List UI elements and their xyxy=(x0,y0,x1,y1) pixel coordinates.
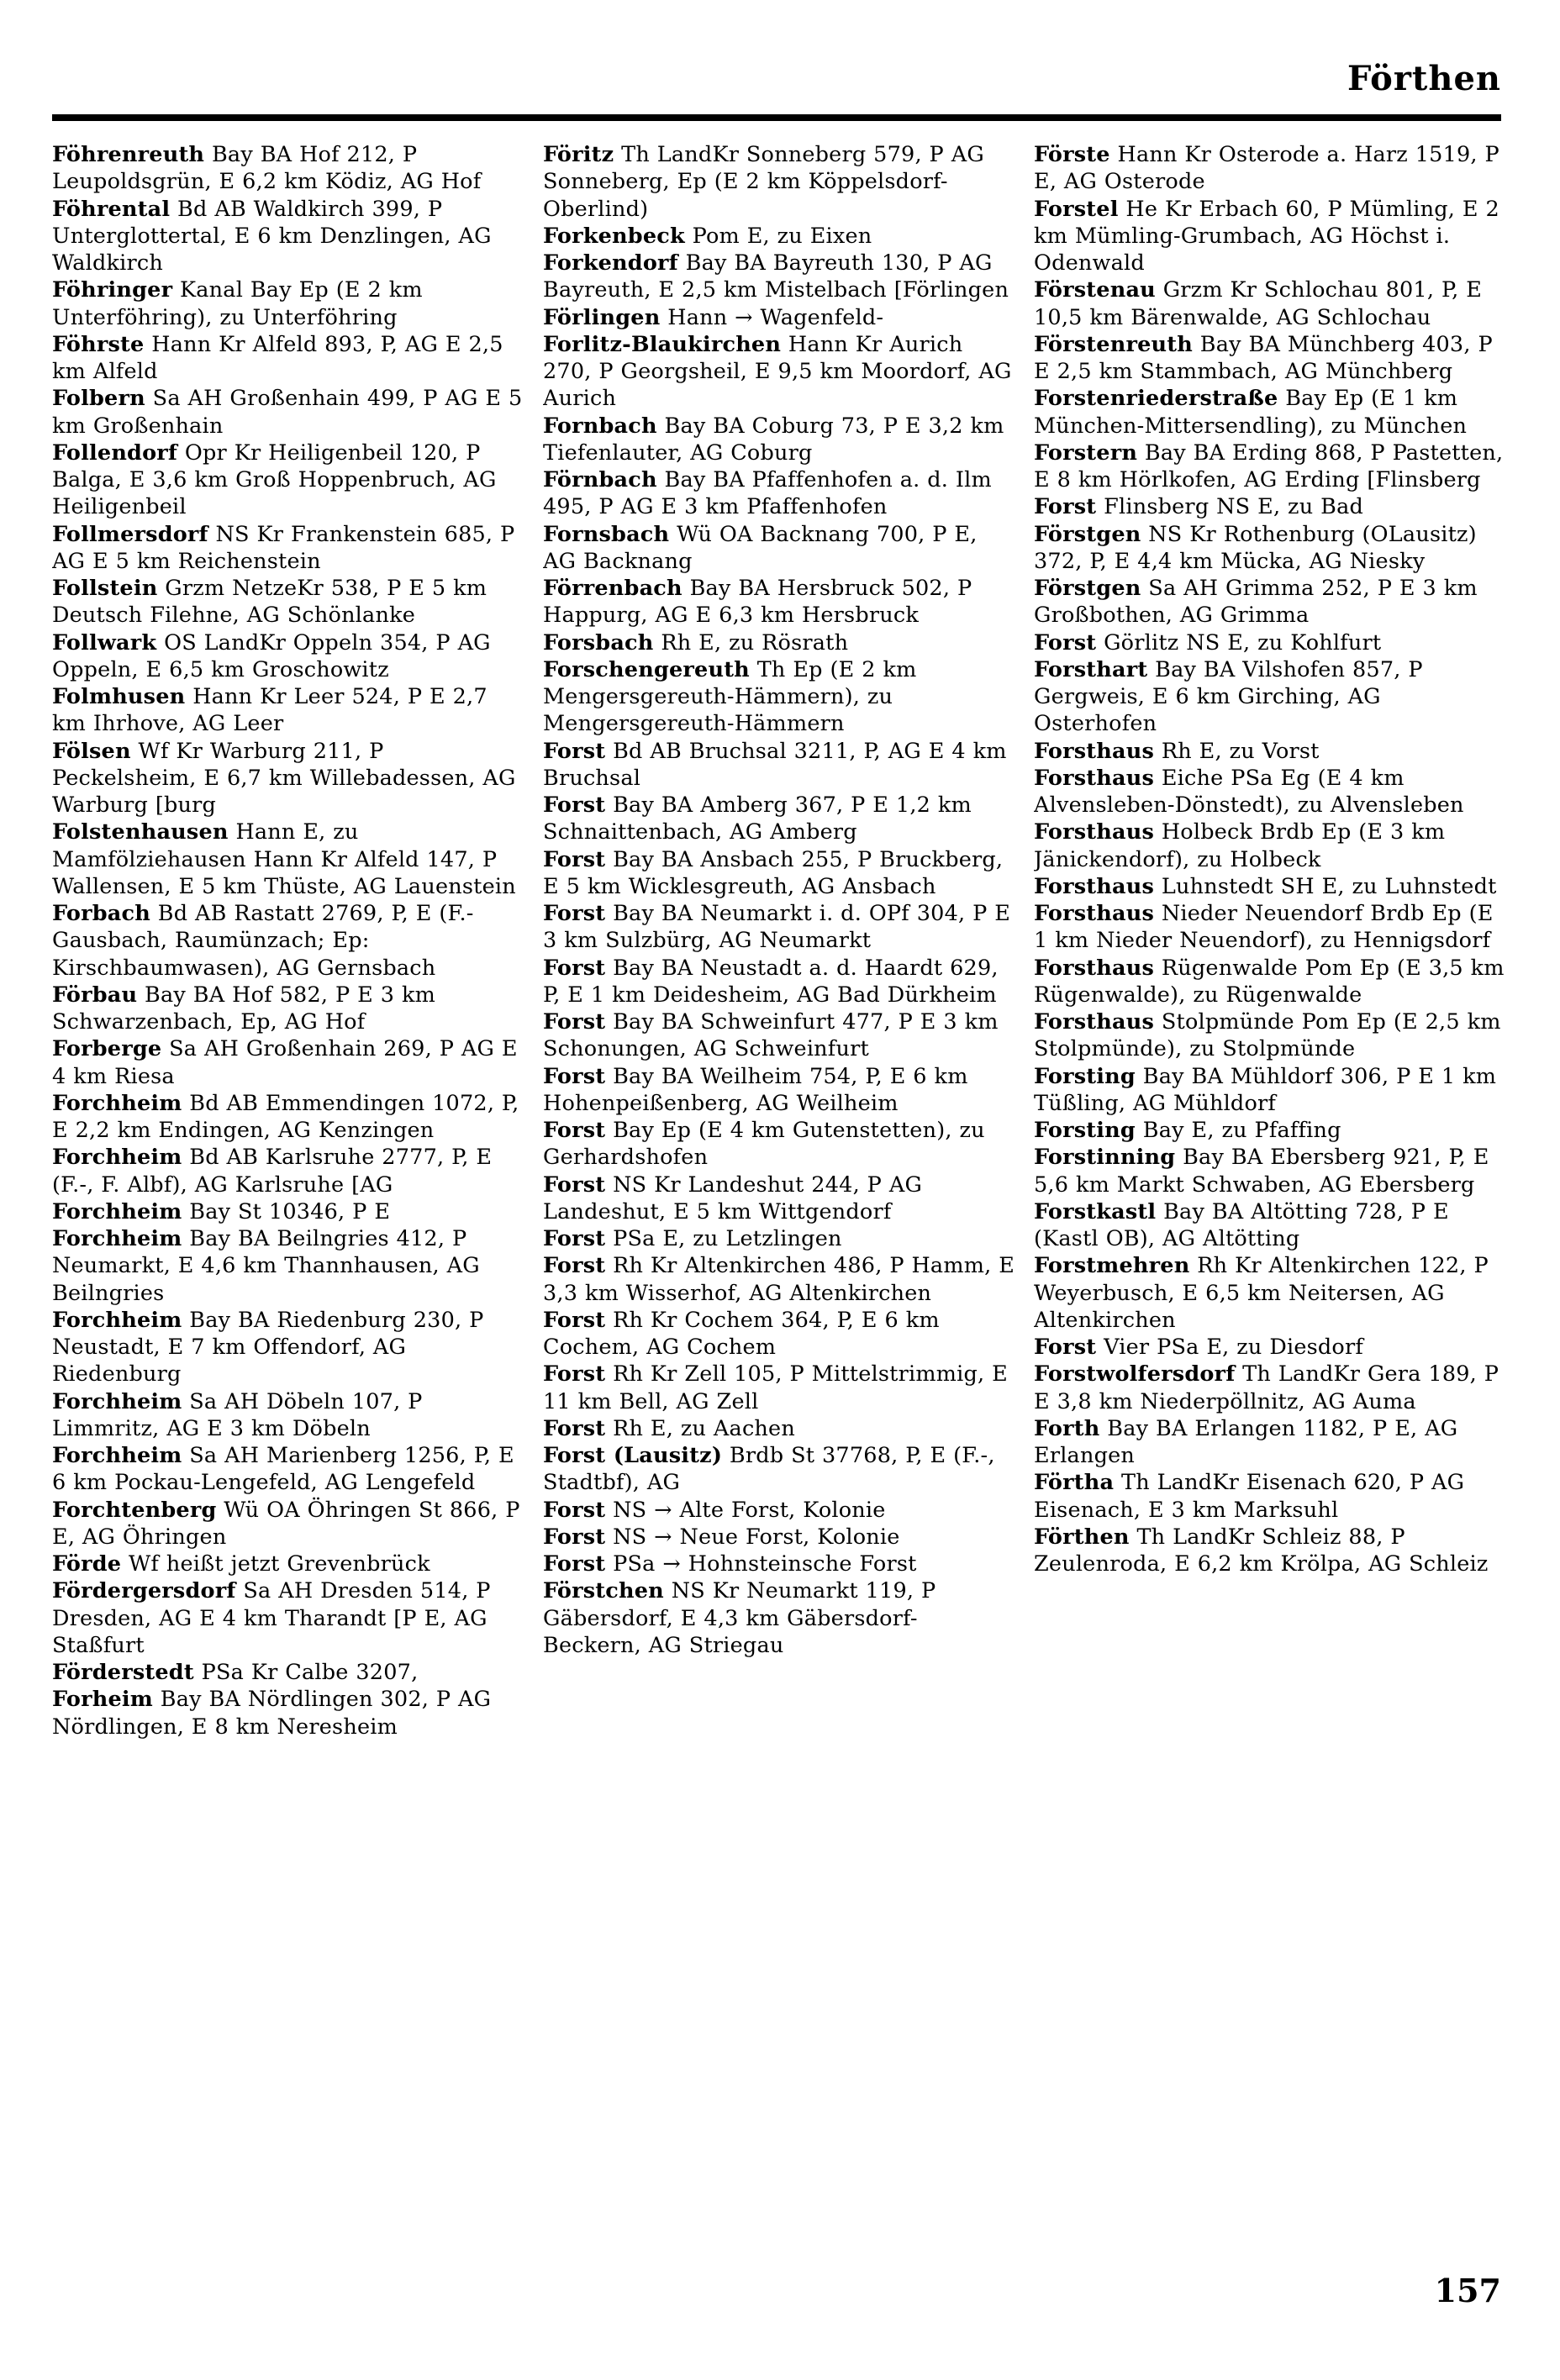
entry-headword: Forberge xyxy=(52,1036,162,1062)
entry-headword: Forstern xyxy=(1034,440,1138,466)
entry-headword: Follmersdorf xyxy=(52,521,208,547)
entry-headword: Forschengereuth xyxy=(543,656,750,682)
page-number: 157 xyxy=(1434,2272,1501,2309)
entry-headword: Forchheim xyxy=(52,1090,182,1116)
entry-headword: Forstel xyxy=(1034,196,1119,222)
entry-headword: Forst xyxy=(543,1009,606,1035)
dictionary-entry: Förtha Th LandKr Eisenach 620, P AG Eisenach, E 3 km Marksuhl xyxy=(1034,1470,1465,1523)
dictionary-entry: Forst Bay BA Amberg 367, P E 1,2 km Schnaittenbach, AG Amberg xyxy=(543,792,972,845)
entry-headword: Forst xyxy=(543,846,606,872)
column-middle xyxy=(543,141,1015,2259)
entry-headword: Folstenhausen xyxy=(52,819,229,845)
entry-headword: Forst xyxy=(543,1118,606,1143)
dictionary-entry: Forst NS Kr Landeshut 244, P AG Landeshut, E 5 km Wittgendorf xyxy=(543,1172,923,1224)
dictionary-entry: Forbach Bd AB Rastatt 2769, P, E (F.-Gausbach, Raumünzach; Ep: Kirschbaumwasen), AG Gernsbach xyxy=(52,901,474,981)
dictionary-entry: Förbau Bay BA Hof 582, P E 3 km Schwarzenbach, Ep, AG Hof xyxy=(52,982,436,1035)
dictionary-entry: Forchheim Sa AH Marienberg 1256, P, E 6 km Pockau-Lengefeld, AG Lengefeld xyxy=(52,1443,514,1496)
dictionary-entry: Forst Bay BA Neustadt a. d. Haardt 629, P, E 1 km Deidesheim, AG Bad Dürkheim xyxy=(543,955,999,1008)
entry-headword: Föhrste xyxy=(52,331,145,357)
dictionary-entry: Forst Bay Ep (E 4 km Gutenstetten), zu Gerhardshofen xyxy=(543,1118,985,1171)
dictionary-entry: Föhrste Hann Kr Alfeld 893, P, AG E 2,5 km Alfeld xyxy=(52,331,503,384)
entry-headword: Forst xyxy=(543,1172,606,1198)
dictionary-entry: Forsthaus Rh E, zu Vorst xyxy=(1034,738,1320,764)
dictionary-entry: Forchheim Bay BA Riedenburg 230, P Neustadt, E 7 km Offendorf, AG Riedenburg xyxy=(52,1307,484,1387)
entry-headword: Folmhusen xyxy=(52,684,186,709)
dictionary-entry: Forchtenberg Wü OA Öhringen St 866, P E, AG Öhringen xyxy=(52,1497,520,1550)
dictionary-entry: Forsbach Rh E, zu Rösrath xyxy=(543,629,849,656)
entry-headword: Förde xyxy=(52,1551,122,1577)
entry-headword: Forsting xyxy=(1034,1118,1136,1143)
entry-headword: Forkendorf xyxy=(543,250,678,276)
entry-headword: Forst xyxy=(543,955,606,981)
dictionary-entry: Forstmehren Rh Kr Altenkirchen 122, P Weyerbusch, E 6,5 km Neitersen, AG Altenkirchen xyxy=(1034,1253,1489,1333)
entry-headword: Forstmehren xyxy=(1034,1253,1190,1279)
entry-headword: Follendorf xyxy=(52,440,178,466)
entry-headword: Forst xyxy=(543,1415,606,1441)
entry-headword: Förstenreuth xyxy=(1034,331,1193,357)
entry-headword: Förthen xyxy=(1034,1524,1130,1550)
entry-headword: Forsthart xyxy=(1034,656,1148,682)
entry-headword: Forkenbeck xyxy=(543,223,685,249)
entry-headword: Forst xyxy=(1034,1335,1097,1360)
dictionary-entry: Forsthaus Rügenwalde Pom Ep (E 3,5 km Rügenwalde), zu Rügenwalde xyxy=(1034,955,1505,1008)
dictionary-entry: Forst Bay BA Weilheim 754, P, E 6 km Hohenpeißenberg, AG Weilheim xyxy=(543,1063,968,1116)
entry-headword: Fölsen xyxy=(52,738,131,764)
entry-headword: Forstenriederstraße xyxy=(1034,386,1278,412)
entry-headword: Forst xyxy=(543,792,606,818)
dictionary-entry: Forsthaus Eiche PSa Eg (E 4 km Alvensleben-Dönstedt), zu Alvensleben xyxy=(1034,765,1464,818)
entry-headword: Fornsbach xyxy=(543,521,670,547)
dictionary-entry: Forsting Bay E, zu Pfaffing xyxy=(1034,1118,1341,1143)
entry-headword: Föritz xyxy=(543,142,614,167)
dictionary-entry: Folbern Sa AH Großenhain 499, P AG E 5 km Großenhain xyxy=(52,386,523,439)
entry-headword: Forbach xyxy=(52,901,150,926)
entry-headword: Forstinning xyxy=(1034,1145,1176,1171)
dictionary-entry: Forstel He Kr Erbach 60, P Mümling, E 2 km Mümling-Grumbach, AG Höchst i. Odenwald xyxy=(1034,196,1499,276)
dictionary-entry: Fördergersdorf Sa AH Dresden 514, P Dresden, AG E 4 km Tharandt [P E, AG Staßfurt xyxy=(52,1578,491,1658)
dictionary-entry: Forst (Lausitz) Brdb St 37768, P, E (F.-, Stadtbf), AG xyxy=(543,1443,995,1496)
entry-headword: Förste xyxy=(1034,142,1110,167)
dictionary-entry: Föritz Th LandKr Sonneberg 579, P AG Sonneberg, Ep (E 2 km Köppelsdorf-Oberlind) xyxy=(543,142,984,222)
dictionary-entry: Forst Rh Kr Altenkirchen 486, P Hamm, E 3,3 km Wisserhof, AG Altenkirchen xyxy=(543,1253,1015,1306)
dictionary-entry: Forheim Bay BA Nördlingen 302, P AG Nördlingen, E 8 km Neresheim xyxy=(52,1687,492,1740)
dictionary-entry: Forst NS → Neue Forst, Kolonie xyxy=(543,1524,900,1550)
entry-headword: Follwark xyxy=(52,629,157,656)
entry-headword: Förrenbach xyxy=(543,576,682,601)
dictionary-entry: Forkenbeck Pom E, zu Eixen xyxy=(543,223,872,249)
dictionary-entry: Forst Bd AB Bruchsal 3211, P, AG E 4 km Bruchsal xyxy=(543,738,1007,791)
entry-headword: Forchheim xyxy=(52,1388,182,1414)
entry-headword: Forsthaus xyxy=(1034,901,1155,926)
dictionary-entry: Fornsbach Wü OA Backnang 700, P E, AG Backnang xyxy=(543,521,978,574)
dictionary-entry: Förstchen NS Kr Neumarkt 119, P Gäbersdorf, E 4,3 km Gäbersdorf-Beckern, AG Striegau xyxy=(543,1578,936,1658)
dictionary-entry: Forkendorf Bay BA Bayreuth 130, P AG Bayreuth, E 2,5 km Mistelbach [Förlingen xyxy=(543,250,1009,303)
dictionary-entry: Forst PSa → Hohnsteinsche Forst xyxy=(543,1551,917,1577)
dictionary-entry: Forchheim Sa AH Döbeln 107, P Limmritz, AG E 3 km Döbeln xyxy=(52,1388,423,1441)
dictionary-entry: Follmersdorf NS Kr Frankenstein 685, P AG E 5 km Reichenstein xyxy=(52,521,515,574)
dictionary-entry: Folstenhausen Hann E, zu Mamfölziehausen Hann Kr Alfeld 147, P Wallensen, E 5 km Thüste, AG Lauenstein xyxy=(52,819,516,899)
dictionary-entry: Forth Bay BA Erlangen 1182, P E, AG Erlangen xyxy=(1034,1415,1458,1468)
dictionary-entry: Förste Hann Kr Osterode a. Harz 1519, P E, AG Osterode xyxy=(1034,142,1499,195)
dictionary-entry: Forsthaus Luhnstedt SH E, zu Luhnstedt xyxy=(1034,873,1497,899)
dictionary-entry: Forsthaus Holbeck Brdb Ep (E 3 km Jänickendorf), zu Holbeck xyxy=(1034,819,1446,872)
entry-headword: Forsbach xyxy=(543,629,654,656)
entry-headword: Forst (Lausitz) xyxy=(543,1443,723,1468)
dictionary-entry: Forberge Sa AH Großenhain 269, P AG E 4 km Riesa xyxy=(52,1036,518,1089)
dictionary-entry: Forstinning Bay BA Ebersberg 921, P, E 5,6 km Markt Schwaben, AG Ebersberg xyxy=(1034,1145,1489,1198)
dictionary-entry: Förrenbach Bay BA Hersbruck 502, P Happurg, AG E 6,3 km Hersbruck xyxy=(543,576,972,629)
entry-headword: Forchtenberg xyxy=(52,1497,217,1523)
dictionary-entry: Förstgen NS Kr Rothenburg (OLausitz) 372, P, E 4,4 km Mücka, AG Niesky xyxy=(1034,521,1477,574)
entry-headword: Föhrenreuth xyxy=(52,142,205,167)
dictionary-entry: Forsthaus Nieder Neuendorf Brdb Ep (E 1 km Nieder Neuendorf), zu Hennigsdorf xyxy=(1034,901,1494,954)
entry-headword: Forsthaus xyxy=(1034,1009,1155,1035)
dictionary-entry: Forst Flinsberg NS E, zu Bad xyxy=(1034,494,1363,520)
entry-headword: Forst xyxy=(543,1497,606,1523)
dictionary-entry: Forst Rh E, zu Aachen xyxy=(543,1415,795,1441)
entry-headword: Forsthaus xyxy=(1034,819,1155,845)
entry-headword: Forchheim xyxy=(52,1226,182,1251)
entry-headword: Forchheim xyxy=(52,1307,182,1333)
page-header xyxy=(50,59,1501,118)
dictionary-entry: Forst Rh Kr Zell 105, P Mittelstrimmig, E 11 km Bell, AG Zell xyxy=(543,1361,1008,1414)
entry-headword: Fornbach xyxy=(543,413,657,439)
entry-headword: Forst xyxy=(543,1307,606,1333)
entry-headword: Förlingen xyxy=(543,304,661,330)
dictionary-entry: Forstwolfersdorf Th LandKr Gera 189, P E 3,8 km Niederpöllnitz, AG Auma xyxy=(1034,1361,1499,1414)
column-right xyxy=(1034,141,1506,2259)
dictionary-entry: Forst Görlitz NS E, zu Kohlfurt xyxy=(1034,629,1382,656)
dictionary-entry: Follendorf Opr Kr Heiligenbeil 120, P Balga, E 3,6 km Groß Hoppenbruch, AG Heiligenbeil xyxy=(52,440,497,520)
entry-headword: Förbau xyxy=(52,982,138,1008)
entry-headword: Forst xyxy=(543,1063,606,1089)
entry-headword: Folbern xyxy=(52,386,145,412)
entry-headword: Forst xyxy=(543,1551,606,1577)
dictionary-entry: Förlingen Hann → Wagenfeld- xyxy=(543,304,884,330)
text-columns xyxy=(52,141,1506,2259)
dictionary-entry: Follwark OS LandKr Oppeln 354, P AG Oppeln, E 6,5 km Groschowitz xyxy=(52,629,491,682)
entry-headword: Förnbach xyxy=(543,467,657,492)
dictionary-entry: Forst Vier PSa E, zu Diesdorf xyxy=(1034,1335,1364,1360)
entry-headword: Follstein xyxy=(52,576,158,601)
dictionary-entry: Föhringer Kanal Bay Ep (E 2 km Unterföhring), zu Unterföhring xyxy=(52,277,423,330)
column-left xyxy=(52,141,524,2259)
dictionary-entry: Forst NS → Alte Forst, Kolonie xyxy=(543,1497,886,1523)
entry-headword: Förstenau xyxy=(1034,277,1156,303)
dictionary-entry: Förstenau Grzm Kr Schlochau 801, P, E 10,5 km Bärenwalde, AG Schlochau xyxy=(1034,277,1483,330)
dictionary-entry: Förstenreuth Bay BA Münchberg 403, P E 2,5 km Stammbach, AG Münchberg xyxy=(1034,331,1493,384)
entry-headword: Föhrental xyxy=(52,196,171,222)
entry-headword: Forsting xyxy=(1034,1063,1136,1089)
entry-headword: Forst xyxy=(543,901,606,926)
entry-headword: Förderstedt xyxy=(52,1660,194,1685)
entry-headword: Forchheim xyxy=(52,1198,182,1224)
entry-headword: Förstchen xyxy=(543,1578,664,1604)
dictionary-entry: Forchheim Bd AB Karlsruhe 2777, P, E (F.-, F. Albf), AG Karlsruhe [AG xyxy=(52,1145,493,1198)
entry-headword: Förstgen xyxy=(1034,576,1141,601)
dictionary-entry: Forstenriederstraße Bay Ep (E 1 km München-Mittersendling), zu München xyxy=(1034,386,1468,439)
entry-headword: Forsthaus xyxy=(1034,873,1155,899)
entry-headword: Forst xyxy=(543,1253,606,1279)
dictionary-entry: Forsthaus Stolpmünde Pom Ep (E 2,5 km Stolpmünde), zu Stolpmünde xyxy=(1034,1009,1501,1062)
dictionary-entry: Forlitz-Blaukirchen Hann Kr Aurich 270, P Georgsheil, E 9,5 km Moordorf, AG Aurich xyxy=(543,331,1012,412)
dictionary-entry: Forchheim Bd AB Emmendingen 1072, P, E 2,2 km Endingen, AG Kenzingen xyxy=(52,1090,519,1143)
entry-headword: Forchheim xyxy=(52,1145,182,1171)
dictionary-entry: Forchheim Bay BA Beilngries 412, P Neumarkt, E 4,6 km Thannhausen, AG Beilngries xyxy=(52,1226,480,1306)
entry-headword: Forchheim xyxy=(52,1443,182,1468)
entry-headword: Forheim xyxy=(52,1687,153,1713)
entry-headword: Forlitz-Blaukirchen xyxy=(543,331,782,357)
entry-headword: Förstgen xyxy=(1034,521,1141,547)
dictionary-entry: Föhrenreuth Bay BA Hof 212, P Leupoldsgrün, E 6,2 km Ködiz, AG Hof xyxy=(52,142,482,195)
dictionary-entry: Forst PSa E, zu Letzlingen xyxy=(543,1226,842,1251)
entry-headword: Forst xyxy=(543,1524,606,1550)
dictionary-entry: Forst Bay BA Neumarkt i. d. OPf 304, P E 3 km Sulzbürg, AG Neumarkt xyxy=(543,901,1011,954)
dictionary-entry: Forschengereuth Th Ep (E 2 km Mengersgereuth-Hämmern), zu Mengersgereuth-Hämmern xyxy=(543,656,917,737)
dictionary-entry: Forst Bay BA Ansbach 255, P Bruckberg, E 5 km Wicklesgreuth, AG Ansbach xyxy=(543,846,1004,899)
dictionary-entry: Forsting Bay BA Mühldorf 306, P E 1 km Tüßling, AG Mühldorf xyxy=(1034,1063,1497,1116)
dictionary-entry: Fölsen Wf Kr Warburg 211, P Peckelsheim, E 6,7 km Willebadessen, AG Warburg [burg xyxy=(52,738,516,818)
dictionary-entry: Forsthart Bay BA Vilshofen 857, P Gergweis, E 6 km Girching, AG Osterhofen xyxy=(1034,656,1423,737)
dictionary-entry: Fornbach Bay BA Coburg 73, P E 3,2 km Tiefenlauter, AG Coburg xyxy=(543,413,1004,466)
entry-headword: Föhringer xyxy=(52,277,173,303)
dictionary-entry: Forst Rh Kr Cochem 364, P, E 6 km Cochem, AG Cochem xyxy=(543,1307,940,1360)
entry-headword: Forst xyxy=(1034,494,1097,520)
entry-headword: Forst xyxy=(543,738,606,764)
dictionary-entry: Forstern Bay BA Erding 868, P Pastetten, E 8 km Hörlkofen, AG Erding [Flinsberg xyxy=(1034,440,1504,492)
entry-headword: Forsthaus xyxy=(1034,738,1155,764)
dictionary-entry: Förderstedt PSa Kr Calbe 3207, xyxy=(52,1660,419,1685)
entry-headword: Forst xyxy=(1034,629,1097,656)
dictionary-entry: Förnbach Bay BA Pfaffenhofen a. d. Ilm 495, P AG E 3 km Pfaffenhofen xyxy=(543,467,992,520)
dictionary-entry: Forst Bay BA Schweinfurt 477, P E 3 km Schonungen, AG Schweinfurt xyxy=(543,1009,999,1062)
dictionary-entry: Folmhusen Hann Kr Leer 524, P E 2,7 km Ihrhove, AG Leer xyxy=(52,684,488,737)
entry-headword: Forst xyxy=(543,1226,606,1251)
entry-headword: Forsthaus xyxy=(1034,955,1155,981)
dictionary-entry: Förstgen Sa AH Grimma 252, P E 3 km Großbothen, AG Grimma xyxy=(1034,576,1478,629)
dictionary-entry: Forstkastl Bay BA Altötting 728, P E (Kastl OB), AG Altötting xyxy=(1034,1198,1449,1251)
entry-headword: Fördergersdorf xyxy=(52,1578,236,1604)
entry-headword: Forstkastl xyxy=(1034,1198,1157,1224)
entry-headword: Förtha xyxy=(1034,1470,1115,1496)
dictionary-entry: Follstein Grzm NetzeKr 538, P E 5 km Deutsch Filehne, AG Schönlanke xyxy=(52,576,488,629)
dictionary-entry: Forchheim Bay St 10346, P E xyxy=(52,1198,391,1224)
entry-headword: Forstwolfersdorf xyxy=(1034,1361,1236,1387)
dictionary-entry: Förthen Th LandKr Schleiz 88, P Zeulenroda, E 6,2 km Krölpa, AG Schleiz xyxy=(1034,1524,1489,1577)
entry-headword: Forst xyxy=(543,1361,606,1387)
dictionary-entry: Förde Wf heißt jetzt Grevenbrück xyxy=(52,1551,430,1577)
entry-headword: Forth xyxy=(1034,1415,1100,1441)
entry-headword: Forsthaus xyxy=(1034,765,1155,791)
dictionary-entry: Föhrental Bd AB Waldkirch 399, P Unterglottertal, E 6 km Denzlingen, AG Waldkirch xyxy=(52,196,492,276)
running-head: Förthen xyxy=(1347,59,1501,98)
header-rule xyxy=(52,114,1501,121)
